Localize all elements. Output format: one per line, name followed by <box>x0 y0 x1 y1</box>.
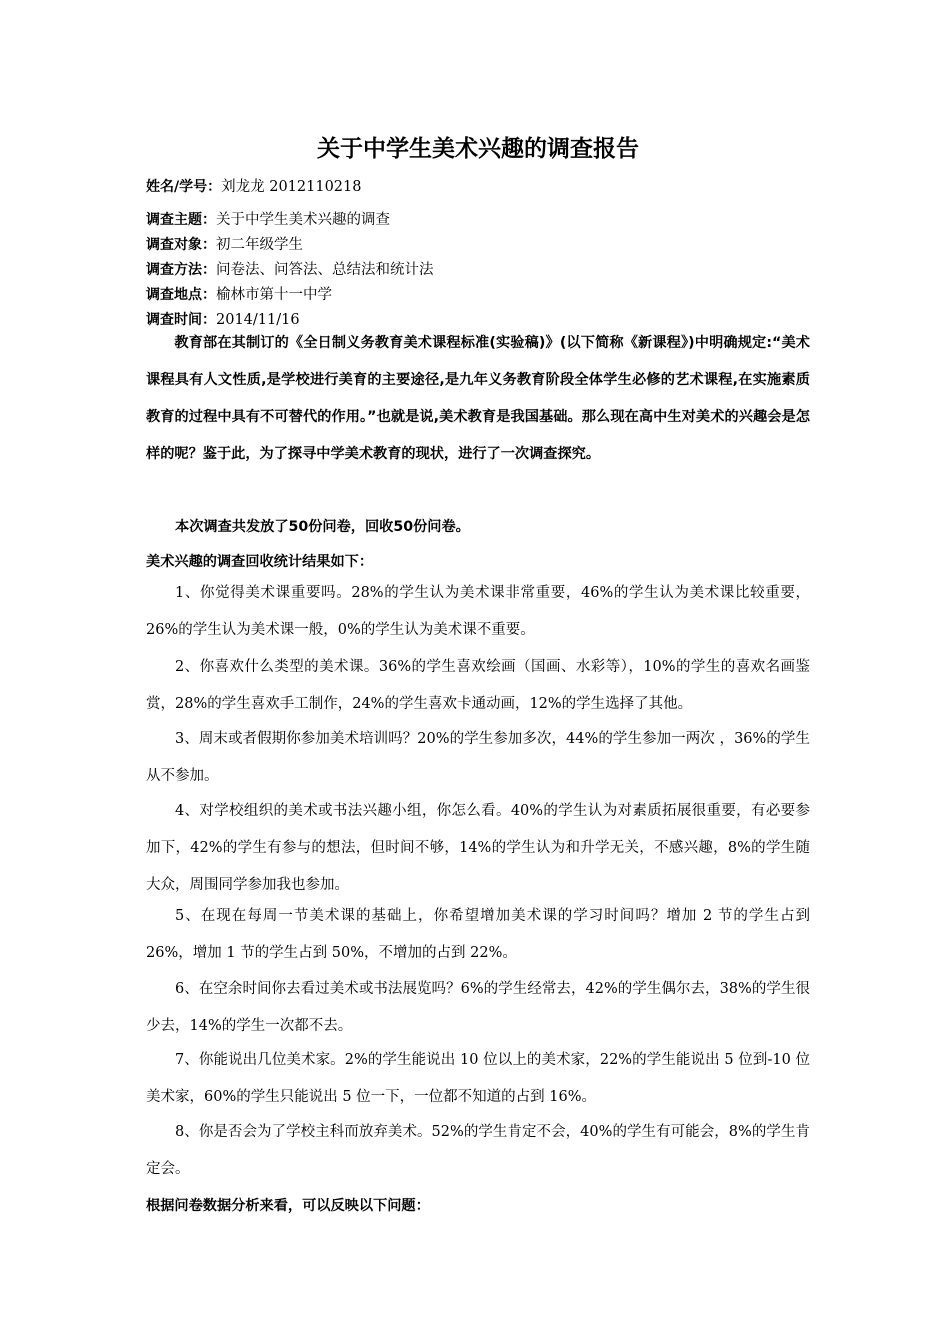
question-item-3: 3、周末或者假期你参加美术培训吗？20%的学生参加多次，44%的学生参加一两次 ，36%的学生从不参加。 <box>146 731 810 784</box>
target-line <box>146 235 303 255</box>
place-label: 调查地点： <box>146 287 216 303</box>
report-title: 关于中学生美术兴趣的调查报告 <box>317 136 639 162</box>
question-item-8: 8、你是否会为了学校主科而放弃美术。52%的学生肯定不会，40%的学生有可能会，8%的学生肯定会。 <box>146 1124 810 1177</box>
document-page <box>146 0 810 1344</box>
place-value: 榆林市第十一中学 <box>216 287 332 303</box>
intro-paragraph: 教育部在其制订的《全日制义务教育美术课程标准(实验稿)》(以下简称《新课程》)中明确规定:“美术课程具有人文性质,是学校进行美育的主要途径,是九年义务教育阶段全体学生必修的艺术课程,在实施素质教育的过程中具有不可替代的作用。”也就是说,美术教育是我国基础。那么现在高中生对美术的兴趣会是怎样的呢？鉴于此，为了探寻中学美术教育的现状，进行了一次调查探究。 <box>146 335 810 462</box>
results-heading: 美术兴趣的调查回收统计结果如下： <box>146 554 374 570</box>
topic-label: 调查主题： <box>146 212 216 228</box>
survey-count: 本次调查共发放了50份问卷，回收50份问卷。 <box>175 519 470 535</box>
method-line <box>146 260 434 280</box>
place-line <box>146 285 332 305</box>
target-value: 初二年级学生 <box>216 237 303 253</box>
name-id-line <box>146 177 362 197</box>
target-label: 调查对象： <box>146 237 216 253</box>
time-label: 调查时间： <box>146 312 216 328</box>
analysis-heading: 根据问卷数据分析来看，可以反映以下问题： <box>146 1198 430 1214</box>
question-item-5: 5、在现在每周一节美术课的基础上，你希望增加美术课的学习时间吗？增加 2 节的学生占到 26%，增加 1 节的学生占到 50%，不增加的占到 22%。 <box>146 908 810 961</box>
question-item-2: 2、你喜欢什么类型的美术课。36%的学生喜欢绘画（国画、水彩等），10%的学生的喜欢名画鉴赏，28%的学生喜欢手工制作，24%的学生喜欢卡通动画，12%的学生选择了其他。 <box>146 659 810 712</box>
question-item-1: 1、你觉得美术课重要吗。28%的学生认为美术课非常重要，46%的学生认为美术课比较重要，26%的学生认为美术课一般，0%的学生认为美术课不重要。 <box>146 585 810 638</box>
name-id-label: 姓名/学号： <box>146 179 222 195</box>
time-value: 2014/11/16 <box>216 312 300 328</box>
method-value: 问卷法、问答法、总结法和统计法 <box>216 262 434 278</box>
topic-value: 关于中学生美术兴趣的调查 <box>216 212 390 228</box>
question-item-4: 4、对学校组织的美术或书法兴趣小组，你怎么看。40%的学生认为对素质拓展很重要，有必要参加下，42%的学生有参与的想法，但时间不够，14%的学生认为和升学无关，不感兴趣，8%的学生随大众，周围同学参加我也参加。 <box>146 803 810 893</box>
question-item-7: 7、你能说出几位美术家。2%的学生能说出 10 位以上的美术家，22%的学生能说出 5 位到-10 位美术家，60%的学生只能说出 5 位一下，一位都不知道的占到 16%。 <box>146 1052 810 1105</box>
topic-line <box>146 210 390 230</box>
question-item-6: 6、在空余时间你去看过美术或书法展览吗？6%的学生经常去，42%的学生偶尔去，38%的学生很少去，14%的学生一次都不去。 <box>146 981 810 1034</box>
name-id-value: 刘龙龙 2012110218 <box>221 179 362 195</box>
method-label: 调查方法： <box>146 262 216 278</box>
